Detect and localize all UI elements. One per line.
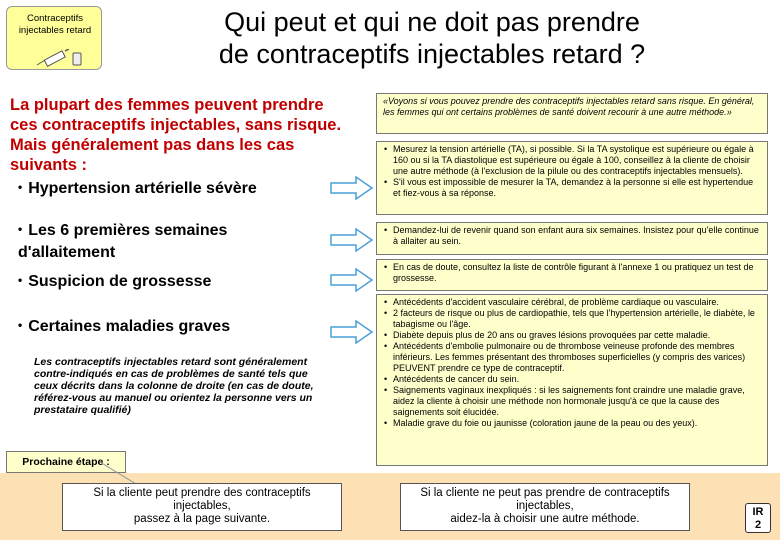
guidance-item: • Mesurez la tension artérielle (TA), si possible. Si la TA systolique est supérieure ou égale à 160 ou si la TA diastolique est supérieure ou égale à 100, conseillez à la cliente de choisir une autre méthode (à l'exclusion de la pilule ou des contraceptifs injectables mensuels).	[393, 144, 761, 177]
page-title	[112, 6, 752, 70]
counselor-intro-box: «Voyons si vous pouvez prendre des contraceptifs injectables retard sans risque. En général, les femmes qui ont certains problèmes de santé doivent recourir à une autre méthode.»	[376, 93, 768, 134]
section-badge-label	[7, 13, 103, 37]
guidance-item: • En cas de doute, consultez la liste de contrôle figurant à l'annexe 1 ou pratiquez un test de grossesse.	[393, 262, 761, 284]
intro-line-3: Mais généralement pas dans les cas	[10, 136, 295, 154]
pregnancy-guidance-box	[376, 259, 768, 291]
intro-line-4: suivants :	[10, 156, 88, 174]
section-badge	[6, 6, 102, 70]
condition-serious-illness: • Certaines maladies graves	[18, 318, 231, 335]
guidance-item: • S'il vous est impossible de mesurer la TA, demandez à la personne si elle est hypertendue et fiez-vous à sa réponse.	[393, 177, 761, 199]
guidance-item: • 2 facteurs de risque ou plus de cardiopathie, tels que l'hypertension artérielle, le diabète, le tabagisme ou l'âge.	[393, 308, 761, 330]
breastfeeding-guidance-box	[376, 222, 768, 255]
badge-line-1: Contraceptifs	[27, 13, 83, 24]
condition-hypertension: • Hypertension artérielle sévère	[18, 180, 257, 197]
next-step-cannot-use-box[interactable]	[400, 483, 690, 531]
guidance-item: • Saignements vaginaux inexpliqués : si les saignements font craindre une maladie grave, aidez la cliente à choisir une méthode non hormonale jusqu'à ce que la cause des saignements soit élucidée.	[393, 385, 761, 418]
next-step-text: Si la cliente peut prendre des contraceptifs injectables,	[93, 487, 311, 512]
title-line-1: Qui peut et qui ne doit pas prendre	[224, 7, 640, 37]
condition-label: Hypertension artérielle sévère	[28, 180, 257, 197]
guidance-item: • Antécédents d'embolie pulmonaire ou de thrombose veineuse profonde des membres inférieurs. Les femmes présentant des thromboses superficielles (y compris des varices) PEUVENT prendre ce type de contraceptif.	[393, 341, 761, 374]
condition-label-cont: d'allaitement	[18, 244, 116, 261]
contraindication-note: Les contraceptifs injectables retard sont généralement contre-indiqués en cas de problèmes de santé tels que ceux décrits dans la colonne de droite (en cas de doute, référez-vous au manuel ou orientez la personne vers un prestataire qualifié)	[34, 356, 314, 416]
badge-line-2: 2	[754, 519, 762, 531]
next-step-label: Prochaine étape :	[6, 451, 126, 473]
arrow-right-icon	[330, 228, 374, 252]
next-step-text: Si la cliente ne peut pas prendre de contraceptifs injectables,	[420, 487, 670, 512]
next-step-text: passez à la page suivante.	[133, 513, 271, 525]
arrow-right-icon	[330, 268, 374, 292]
guidance-item: • Antécédents d'accident vasculaire cérébral, de problème cardiaque ou vasculaire.	[393, 297, 761, 308]
arrow-right-icon	[330, 320, 374, 344]
condition-pregnancy: • Suspicion de grossesse	[18, 273, 212, 290]
arrow-right-icon	[330, 176, 374, 200]
serious-illness-guidance-box	[376, 294, 768, 466]
next-step-text: aidez-la à choisir une autre méthode.	[450, 513, 640, 525]
guidance-item: • Diabète depuis plus de 20 ans ou graves lésions provoquées par cette maladie.	[393, 330, 761, 341]
next-step-can-use-box[interactable]	[62, 483, 342, 531]
condition-breastfeeding: • Les 6 premières semaines d'allaitement	[18, 222, 228, 261]
page-tab-badge	[745, 503, 771, 533]
title-line-2: de contraceptifs injectables retard ?	[218, 39, 646, 69]
badge-line-1: IR	[752, 506, 764, 518]
intro-line-2: ces contraceptifs injectables, sans risque.	[10, 116, 342, 134]
guidance-item: • Antécédents de cancer du sein.	[393, 374, 761, 385]
guidance-item: • Maladie grave du foie ou jaunisse (coloration jaune de la peau ou des yeux).	[393, 418, 761, 429]
intro-line-1: La plupart des femmes peuvent prendre	[10, 96, 324, 114]
badge-line-2: injectables retard	[18, 25, 92, 36]
condition-label: Les 6 premières semaines	[28, 222, 228, 239]
condition-label: Suspicion de grossesse	[28, 273, 212, 290]
guidance-item: • Demandez-lui de revenir quand son enfant aura six semaines. Insistez pour qu'elle continue à allaiter au sein.	[393, 225, 761, 247]
syringe-icon	[35, 49, 85, 69]
intro-heading	[10, 95, 375, 175]
condition-label: Certaines maladies graves	[28, 318, 231, 335]
hypertension-guidance-box	[376, 141, 768, 215]
